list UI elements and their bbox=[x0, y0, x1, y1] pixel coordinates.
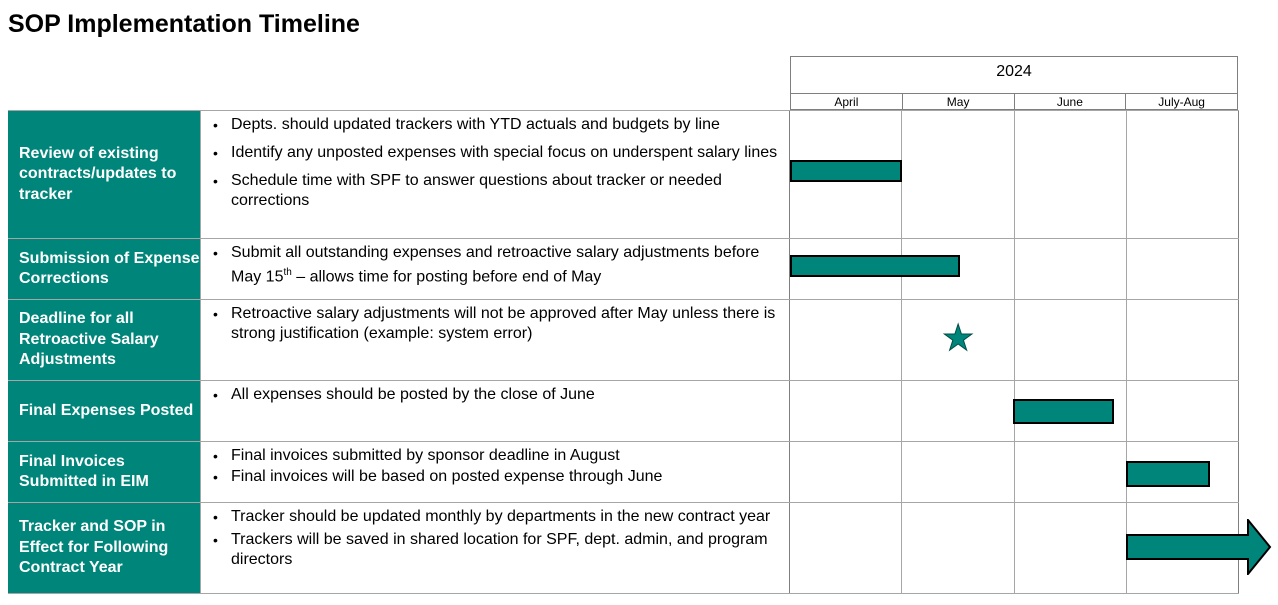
bullet-item: • Trackers will be saved in shared location for SPF, dept. admin, and program directors bbox=[213, 530, 779, 570]
bullet-item: • Depts. should updated trackers with YTD actuals and budgets by line bbox=[213, 115, 779, 135]
bullet-item: • Identify any unposted expenses with special focus on underspent salary lines bbox=[213, 143, 779, 163]
timeline-bar bbox=[1126, 461, 1210, 487]
month-april: April bbox=[834, 95, 859, 109]
timeline-row bbox=[8, 299, 1239, 380]
bullet-item: • Schedule time with SPF to answer questions about tracker or needed corrections bbox=[213, 171, 779, 211]
timeline-row bbox=[8, 380, 1239, 441]
row-description bbox=[201, 381, 790, 441]
year-header: 2024 bbox=[790, 56, 1238, 94]
bullet-item bbox=[213, 243, 779, 287]
timeline-cells bbox=[790, 111, 1238, 238]
row-description bbox=[201, 300, 790, 380]
bullet-text: – allows time for posting before end of May bbox=[291, 268, 602, 286]
row-description bbox=[201, 442, 790, 502]
row-description bbox=[201, 111, 790, 238]
timeline-row bbox=[8, 502, 1239, 594]
row-label: Tracker and SOP in Effect for Following Contract Year bbox=[8, 503, 201, 593]
bullet-item: • All expenses should be posted by the close of June bbox=[213, 385, 779, 405]
timeline-bar bbox=[1013, 399, 1114, 424]
star-icon: ★ bbox=[942, 317, 975, 358]
right-arrow-icon bbox=[1126, 519, 1272, 575]
timeline-bar bbox=[790, 160, 902, 182]
row-label: Deadline for all Retroactive Salary Adjustments bbox=[8, 300, 201, 380]
row-description bbox=[201, 503, 790, 593]
superscript-text: th bbox=[283, 267, 292, 278]
month-june: June bbox=[1014, 94, 1126, 109]
bullet-item: • Final invoices submitted by sponsor deadline in August bbox=[213, 446, 779, 466]
bullet-text: Submit all outstanding expenses and retroactive salary adjustments before May 15 bbox=[231, 244, 760, 286]
row-label: Final Expenses Posted bbox=[8, 381, 201, 441]
timeline-bar bbox=[790, 255, 960, 277]
bullet-item: • Final invoices will be based on posted expense through June bbox=[213, 467, 779, 487]
month-header-row bbox=[790, 93, 1238, 110]
month-july-aug: July-Aug bbox=[1125, 94, 1237, 109]
timeline-row bbox=[8, 110, 1239, 238]
timeline-table bbox=[8, 110, 1239, 594]
row-label: Review of existing contracts/updates to tracker bbox=[8, 111, 201, 238]
month-may: May bbox=[902, 94, 1014, 109]
timeline-row bbox=[8, 441, 1239, 502]
bullet-item: • Retroactive salary adjustments will not be approved after May unless there is strong justification (example: system error) bbox=[213, 304, 779, 344]
row-description bbox=[201, 239, 790, 299]
timeline-cells bbox=[790, 300, 1238, 380]
row-label: Final Invoices Submitted in EIM bbox=[8, 442, 201, 502]
timeline-cells bbox=[790, 503, 1238, 593]
bullet-item: • Tracker should be updated monthly by departments in the new contract year bbox=[213, 507, 779, 527]
timeline-cells bbox=[790, 239, 1238, 299]
timeline-row bbox=[8, 238, 1239, 299]
timeline-cells bbox=[790, 442, 1238, 502]
row-label: Submission of Expense Corrections bbox=[8, 239, 201, 299]
timeline-cells bbox=[790, 381, 1238, 441]
page-title: SOP Implementation Timeline bbox=[8, 10, 360, 38]
